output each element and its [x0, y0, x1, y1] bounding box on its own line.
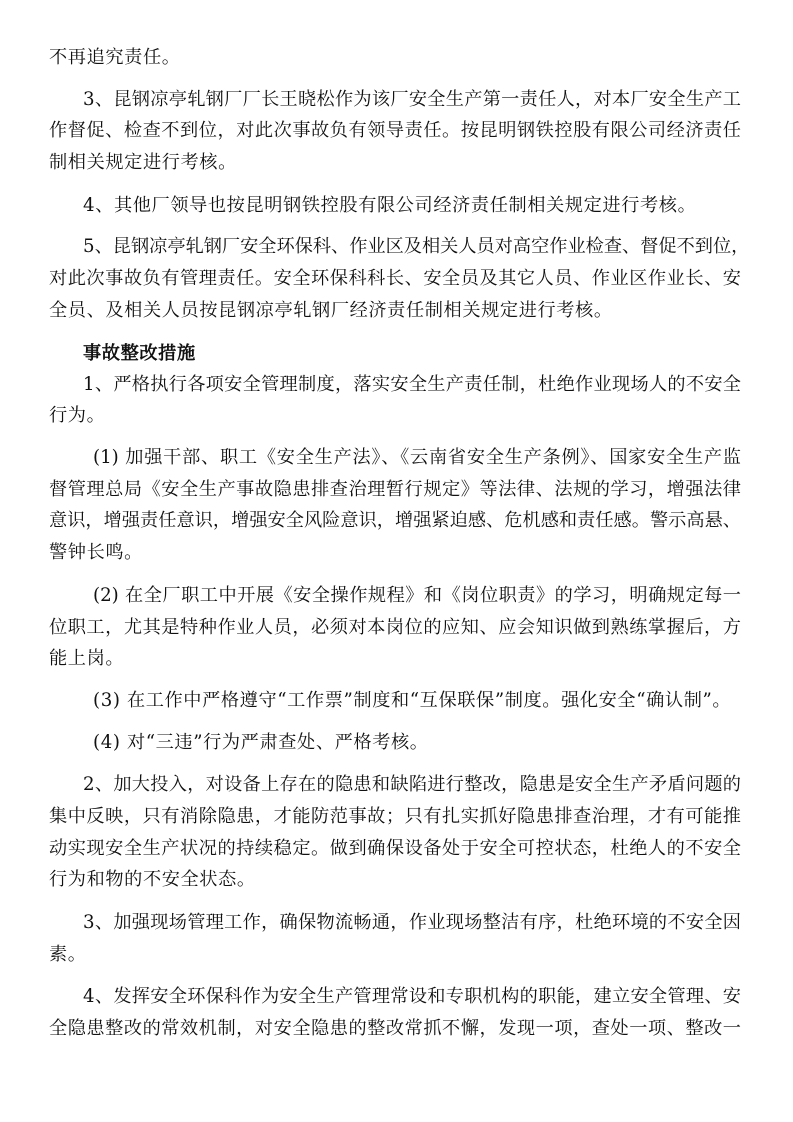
- sub-2-line-1: (2) 在全厂职工中开展《安全操作规程》和《岗位职责》的学习，明确规定每一: [93, 585, 741, 606]
- sub-3-line-1: (3) 在工作中严格遵守“工作票”制度和“互保联保”制度。强化安全“确认制”。: [93, 690, 732, 711]
- sub-1-line-3: 意识，增强责任意识，增强安全风险意识，增强紧迫感、危机感和责任感。警示高悬、: [49, 510, 741, 531]
- item-3-line-2: 作督促、检查不到位，对此次事故负有领导责任。按昆明钢铁控股有限公司经济责任: [49, 120, 741, 141]
- sub-4-line-1: (4) 对“三违”行为严肃查处、严格考核。: [93, 732, 429, 753]
- sub-1-line-2: 督管理总局《安全生产事故隐患排查治理暂行规定》等法律、法规的学习，增强法律: [49, 479, 741, 500]
- item-5-line-1: 5、昆钢凉亭轧钢厂安全环保科、作业区及相关人员对高空作业检查、督促不到位，: [83, 236, 750, 257]
- measure-1-line-2: 行为。: [49, 405, 106, 426]
- measure-2-line-3: 动实现安全生产状况的持续稳定。做到确保设备处于安全可控状态，杜绝人的不安全: [49, 838, 741, 859]
- sub-2-line-2: 位职工，尤其是特种作业人员，必须对本岗位的应知、应会知识做到熟练掌握后，方: [49, 617, 741, 638]
- item-5-line-3: 全员、及相关人员按昆钢凉亭轧钢厂经济责任制相关规定进行考核。: [49, 300, 613, 321]
- item-4-line-1: 4、其他厂领导也按昆明钢铁控股有限公司经济责任制相关规定进行考核。: [83, 195, 697, 216]
- measure-3-line-2: 素。: [49, 944, 87, 965]
- item-3-line-1: 3、昆钢凉亭轧钢厂厂长王晓松作为该厂安全生产第一责任人，对本厂安全生产工: [83, 89, 741, 110]
- measure-3-line-1: 3、加强现场管理工作，确保物流畅通，作业现场整洁有序，杜绝环境的不安全因: [83, 912, 741, 933]
- measure-1-line-1: 1、严格执行各项安全管理制度，落实安全生产责任制，杜绝作业现场人的不安全: [83, 374, 741, 395]
- measure-4-line-2: 全隐患整改的常效机制，对安全隐患的整改常抓不懈，发现一项，查处一项、整改一: [49, 1018, 741, 1039]
- sub-1-line-4: 警钟长鸣。: [49, 542, 143, 563]
- item-3-line-3: 制相关规定进行考核。: [49, 152, 237, 173]
- sub-1-line-1: (1) 加强干部、职工《安全生产法》、《云南省安全生产条例》、国家安全生产监: [93, 447, 741, 468]
- measure-4-line-1: 4、发挥安全环保科作为安全生产管理常设和专职机构的职能，建立安全管理、安: [83, 986, 741, 1007]
- measure-2-line-2: 集中反映，只有消除隐患，才能防范事故；只有扎实抓好隐患排查治理，才有可能推: [49, 806, 741, 827]
- sub-2-line-3: 能上岗。: [49, 648, 125, 669]
- paragraph-continuation-line: 不再追究责任。: [49, 47, 181, 68]
- item-5-line-2: 对此次事故负有管理责任。安全环保科科长、安全员及其它人员、作业区作业长、安: [49, 268, 741, 289]
- measure-2-line-4: 行为和物的不安全状态。: [49, 869, 256, 890]
- measure-2-line-1: 2、加大投入，对设备上存在的隐患和缺陷进行整改，隐患是安全生产矛盾问题的: [83, 774, 741, 795]
- section-heading: 事故整改措施: [83, 343, 196, 364]
